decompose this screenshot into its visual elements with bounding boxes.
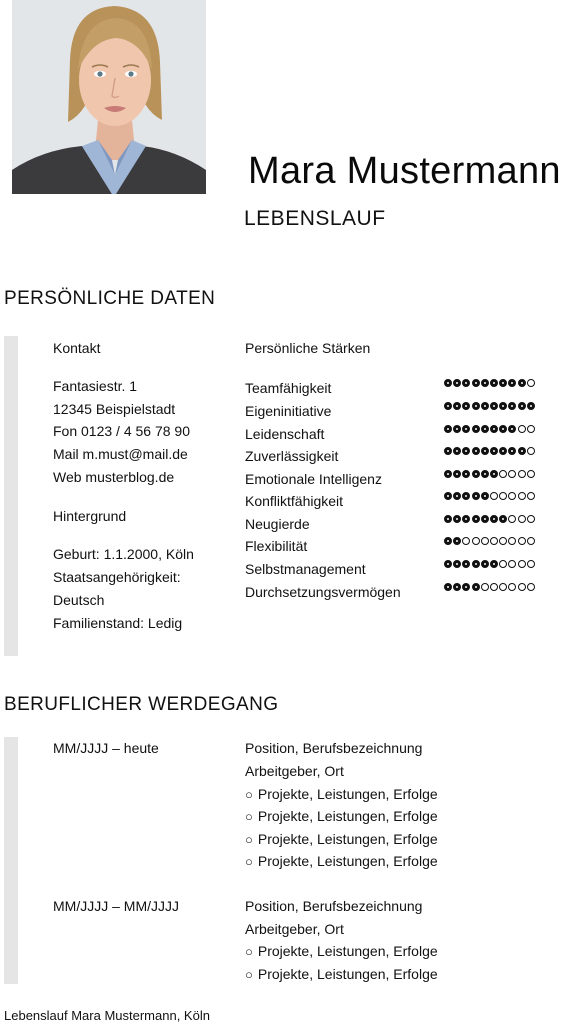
contact-line-web: Web musterblog.de xyxy=(53,469,175,485)
career-achievement: ○ Projekte, Leistungen, Erfolge xyxy=(245,831,438,847)
rating-dot-filled xyxy=(499,515,507,523)
rating-dot-empty xyxy=(499,470,507,478)
rating-dot-empty xyxy=(518,425,526,433)
background-line-nationality-label: Staatsangehörigkeit: xyxy=(53,569,181,585)
rating-dot-empty xyxy=(527,492,535,500)
rating-dot-filled xyxy=(444,492,452,500)
career-period: MM/JJJJ – heute xyxy=(53,740,159,756)
strength-rating xyxy=(444,558,535,570)
career-achievement: ○ Projekte, Leistungen, Erfolge xyxy=(245,943,438,959)
bullet-icon: ○ xyxy=(245,944,253,959)
background-heading: Hintergrund xyxy=(53,508,127,524)
strength-rating xyxy=(444,377,535,389)
rating-dot-filled xyxy=(444,470,452,478)
rating-dot-filled xyxy=(453,379,461,387)
rating-dot-filled xyxy=(481,515,489,523)
rating-dot-filled xyxy=(453,560,461,568)
rating-dot-filled xyxy=(472,515,480,523)
strength-rating xyxy=(444,468,535,480)
career-achievement: ○ Projekte, Leistungen, Erfolge xyxy=(245,808,438,824)
rating-dot-filled xyxy=(462,515,470,523)
rating-dot-empty xyxy=(508,560,516,568)
rating-dot-empty xyxy=(508,515,516,523)
rating-dot-filled xyxy=(490,447,498,455)
career-achievement: ○ Projekte, Leistungen, Erfolge xyxy=(245,786,438,802)
career-position: Position, Berufsbezeichnung xyxy=(245,898,423,914)
rating-dot-filled xyxy=(518,402,526,410)
rating-dot-filled xyxy=(462,425,470,433)
rating-dot-filled xyxy=(453,447,461,455)
rating-dot-filled xyxy=(462,560,470,568)
contact-line-city: 12345 Beispielstadt xyxy=(53,401,176,417)
rating-dot-filled xyxy=(527,402,535,410)
rating-dot-filled xyxy=(453,470,461,478)
rating-dot-filled xyxy=(453,583,461,591)
background-line-marital-status: Familienstand: Ledig xyxy=(53,615,183,631)
career-employer: Arbeitgeber, Ort xyxy=(245,763,344,779)
rating-dot-filled xyxy=(472,447,480,455)
rating-dot-filled xyxy=(453,425,461,433)
rating-dot-empty xyxy=(518,560,526,568)
rating-dot-filled xyxy=(472,560,480,568)
rating-dot-empty xyxy=(527,515,535,523)
contact-line-address: Fantasiestr. 1 xyxy=(53,378,138,394)
rating-dot-filled xyxy=(499,379,507,387)
rating-dot-filled xyxy=(472,379,480,387)
contact-line-phone: Fon 0123 / 4 56 78 90 xyxy=(53,423,190,439)
rating-dot-filled xyxy=(444,560,452,568)
career-period: MM/JJJJ – MM/JJJJ xyxy=(53,898,179,914)
strength-label: Leidenschaft xyxy=(245,426,325,442)
bullet-icon: ○ xyxy=(245,967,253,982)
career-achievement: ○ Projekte, Leistungen, Erfolge xyxy=(245,853,438,869)
rating-dot-filled xyxy=(444,537,452,545)
contact-line-email: Mail m.must@mail.de xyxy=(53,446,188,462)
rating-dot-empty xyxy=(508,583,516,591)
rating-dot-filled xyxy=(472,425,480,433)
strength-label: Teamfähigkeit xyxy=(245,380,332,396)
rating-dot-filled xyxy=(508,402,516,410)
rating-dot-filled xyxy=(490,402,498,410)
section-bar-personal xyxy=(4,336,18,656)
rating-dot-filled xyxy=(481,447,489,455)
rating-dot-empty xyxy=(518,537,526,545)
rating-dot-filled xyxy=(472,583,480,591)
rating-dot-filled xyxy=(472,470,480,478)
footer-text: Lebenslauf Mara Mustermann, Köln xyxy=(4,1008,210,1023)
rating-dot-filled xyxy=(472,402,480,410)
rating-dot-filled xyxy=(453,537,461,545)
rating-dot-empty xyxy=(508,537,516,545)
rating-dot-filled xyxy=(518,447,526,455)
rating-dot-filled xyxy=(490,425,498,433)
rating-dot-filled xyxy=(462,379,470,387)
rating-dot-filled xyxy=(490,470,498,478)
rating-dot-empty xyxy=(518,515,526,523)
rating-dot-empty xyxy=(462,537,470,545)
rating-dot-filled xyxy=(481,379,489,387)
career-employer: Arbeitgeber, Ort xyxy=(245,921,344,937)
career-position: Position, Berufsbezeichnung xyxy=(245,740,423,756)
rating-dot-filled xyxy=(508,379,516,387)
bullet-icon: ○ xyxy=(245,832,253,847)
rating-dot-empty xyxy=(518,470,526,478)
rating-dot-filled xyxy=(453,515,461,523)
rating-dot-filled xyxy=(444,402,452,410)
rating-dot-empty xyxy=(481,583,489,591)
rating-dot-filled xyxy=(499,402,507,410)
strengths-heading: Persönliche Stärken xyxy=(245,340,371,356)
rating-dot-filled xyxy=(481,492,489,500)
document-subtitle: LEBENSLAUF xyxy=(244,207,386,230)
rating-dot-filled xyxy=(490,560,498,568)
strength-label: Neugierde xyxy=(245,516,310,532)
rating-dot-filled xyxy=(481,402,489,410)
rating-dot-empty xyxy=(499,492,507,500)
rating-dot-filled xyxy=(481,470,489,478)
bullet-icon: ○ xyxy=(245,787,253,802)
rating-dot-empty xyxy=(527,447,535,455)
strength-label: Emotionale Intelligenz xyxy=(245,471,382,487)
rating-dot-empty xyxy=(527,560,535,568)
strength-rating xyxy=(444,400,535,412)
rating-dot-filled xyxy=(490,515,498,523)
profile-photo xyxy=(12,0,206,194)
rating-dot-filled xyxy=(462,492,470,500)
strength-label: Flexibilität xyxy=(245,538,308,554)
rating-dot-empty xyxy=(481,537,489,545)
rating-dot-filled xyxy=(453,492,461,500)
strength-label: Durchsetzungsvermögen xyxy=(245,584,401,600)
strength-label: Eigeninitiative xyxy=(245,403,332,419)
rating-dot-filled xyxy=(444,425,452,433)
rating-dot-empty xyxy=(527,470,535,478)
rating-dot-empty xyxy=(527,537,535,545)
rating-dot-filled xyxy=(462,402,470,410)
rating-dot-empty xyxy=(508,492,516,500)
strength-label: Konfliktfähigkeit xyxy=(245,493,344,509)
section-title-career: BERUFLICHER WERDEGANG xyxy=(4,694,279,715)
rating-dot-filled xyxy=(481,425,489,433)
rating-dot-empty xyxy=(508,470,516,478)
background-line-birth: Geburt: 1.1.2000, Köln xyxy=(53,546,194,562)
rating-dot-empty xyxy=(490,537,498,545)
rating-dot-filled xyxy=(444,515,452,523)
background-line-nationality: Deutsch xyxy=(53,592,105,608)
bullet-icon: ○ xyxy=(245,854,253,869)
rating-dot-filled xyxy=(462,583,470,591)
rating-dot-empty xyxy=(490,583,498,591)
rating-dot-empty xyxy=(499,537,507,545)
rating-dot-filled xyxy=(499,447,507,455)
rating-dot-empty xyxy=(527,583,535,591)
bullet-icon: ○ xyxy=(245,809,253,824)
rating-dot-empty xyxy=(518,492,526,500)
strength-rating xyxy=(444,423,535,435)
rating-dot-filled xyxy=(481,560,489,568)
rating-dot-filled xyxy=(462,447,470,455)
strength-rating xyxy=(444,535,535,547)
rating-dot-filled xyxy=(508,425,516,433)
candidate-name: Mara Mustermann xyxy=(248,150,561,192)
strength-label: Selbstmanagement xyxy=(245,561,366,577)
rating-dot-empty xyxy=(527,379,535,387)
rating-dot-empty xyxy=(499,583,507,591)
strength-rating xyxy=(444,445,535,457)
rating-dot-empty xyxy=(527,425,535,433)
rating-dot-empty xyxy=(499,560,507,568)
rating-dot-filled xyxy=(472,492,480,500)
strength-rating xyxy=(444,581,535,593)
career-achievement: ○ Projekte, Leistungen, Erfolge xyxy=(245,966,438,982)
rating-dot-filled xyxy=(453,402,461,410)
strength-rating xyxy=(444,513,535,525)
section-bar-career xyxy=(4,737,18,984)
rating-dot-filled xyxy=(490,379,498,387)
strength-label: Zuverlässigkeit xyxy=(245,448,339,464)
rating-dot-empty xyxy=(472,537,480,545)
rating-dot-filled xyxy=(444,447,452,455)
section-title-personal: PERSÖNLICHE DATEN xyxy=(4,288,216,309)
rating-dot-filled xyxy=(444,379,452,387)
rating-dot-filled xyxy=(499,425,507,433)
rating-dot-empty xyxy=(518,583,526,591)
contact-heading: Kontakt xyxy=(53,340,101,356)
rating-dot-empty xyxy=(490,492,498,500)
strength-rating xyxy=(444,490,535,502)
rating-dot-filled xyxy=(462,470,470,478)
rating-dot-filled xyxy=(508,447,516,455)
rating-dot-filled xyxy=(444,583,452,591)
rating-dot-filled xyxy=(518,379,526,387)
